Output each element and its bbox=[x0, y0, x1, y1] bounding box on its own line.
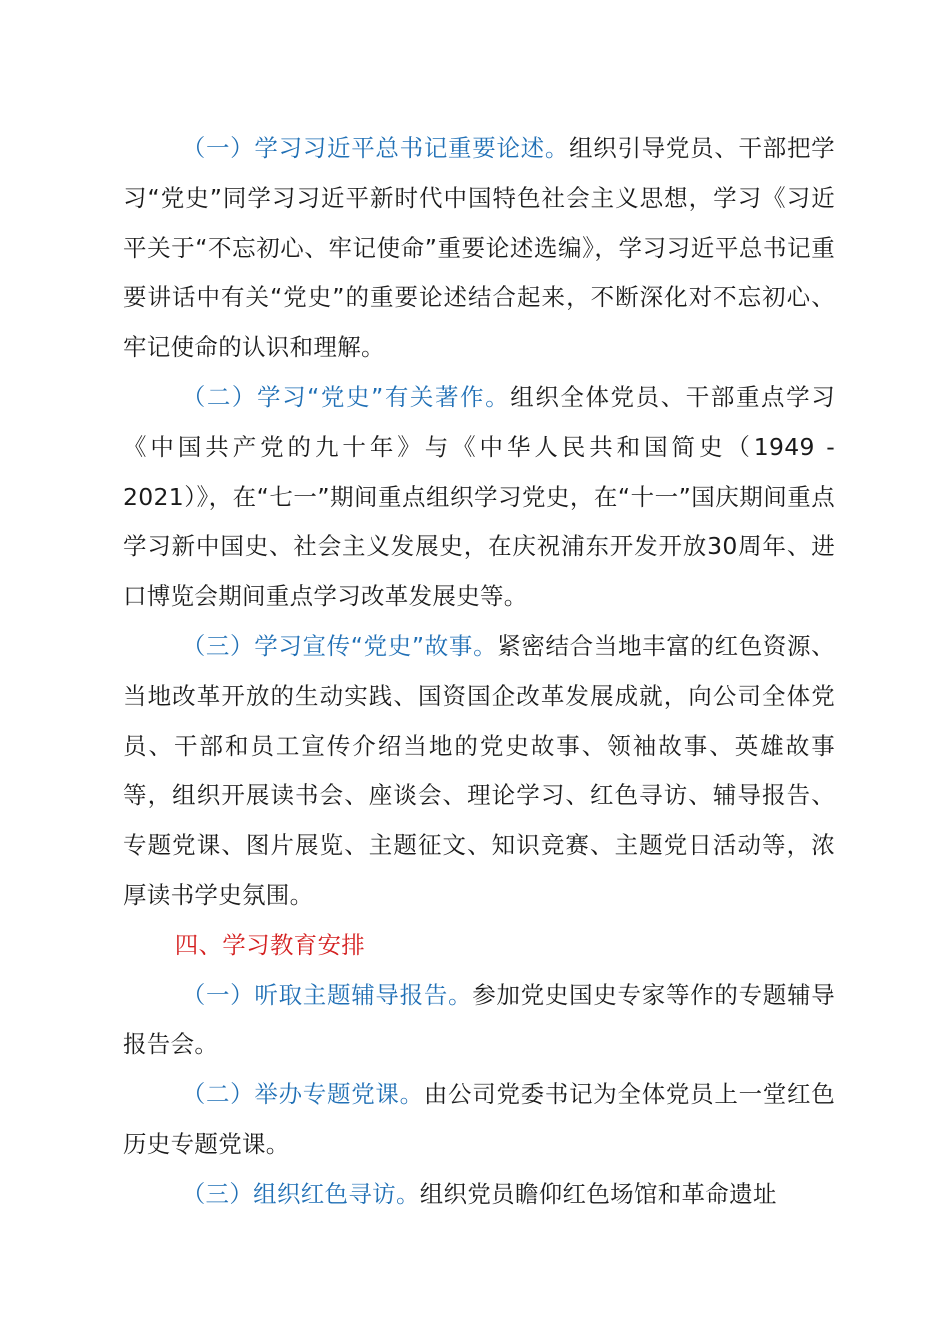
paragraph-title: （一）听取主题辅导报告。 bbox=[181, 980, 473, 1009]
paragraph-arrangement-lecture bbox=[123, 1070, 835, 1170]
paragraph-study-works bbox=[123, 373, 835, 622]
paragraph-study-stories bbox=[123, 622, 835, 921]
paragraph-body: 组织全体党员、干部重点学习《中国共产党的九十年》与《中华人民共和国简史（1949 - 2021）》，在“七一”期间重点组织学习党史，在“十一”国庆期间重点学习新中国史、社会主义发展史，在庆祝浦东开发开放30周年、进口博览会期间重点学习改革发展史等。 bbox=[123, 382, 835, 611]
section-heading: 四、学习教育安排 bbox=[174, 930, 366, 959]
paragraph-title: （二）学习“党史”有关著作。 bbox=[181, 382, 511, 411]
paragraph-body: 组织党员瞻仰红色场馆和革命遗址 bbox=[419, 1179, 777, 1208]
paragraph-title: （三）学习宣传“党史”故事。 bbox=[181, 631, 498, 660]
paragraph-study-discourse bbox=[123, 124, 835, 373]
paragraph-title: （一）学习习近平总书记重要论述。 bbox=[181, 134, 570, 162]
paragraph-body: 组织引导党员、干部把学习“党史”同学习习近平新时代中国特色社会主义思想，学习《习近平关于“不忘初心、牢记使命”重要论述选编》，学习习近平总书记重要讲话中有关“党史”的重要论述结合起来，不断深化对不忘初心、牢记使命的认识和理解。 bbox=[123, 134, 835, 362]
document-page bbox=[123, 124, 835, 1220]
paragraph-title: （二）举办专题党课。 bbox=[181, 1080, 424, 1109]
paragraph-arrangement-visit bbox=[123, 1170, 835, 1220]
paragraph-title: （三）组织红色寻访。 bbox=[181, 1179, 420, 1208]
paragraph-body: 由公司党委书记为全体党员上一堂红色历史专题党课。 bbox=[123, 1080, 835, 1158]
paragraph-body: 参加党史国史专家等作的专题辅导报告会。 bbox=[123, 980, 835, 1059]
paragraph-arrangement-report bbox=[123, 971, 835, 1071]
paragraph-body: 紧密结合当地丰富的红色资源、当地改革开放的生动实践、国资国企改革发展成就，向公司全体党员、干部和员工宣传介绍当地的党史故事、领袖故事、英雄故事等，组织开展读书会、座谈会、理论学习、红色寻访、辅导报告、专题党课、图片展览、主题征文、知识竞赛、主题党日活动等，浓厚读书学史氛围。 bbox=[123, 631, 835, 909]
